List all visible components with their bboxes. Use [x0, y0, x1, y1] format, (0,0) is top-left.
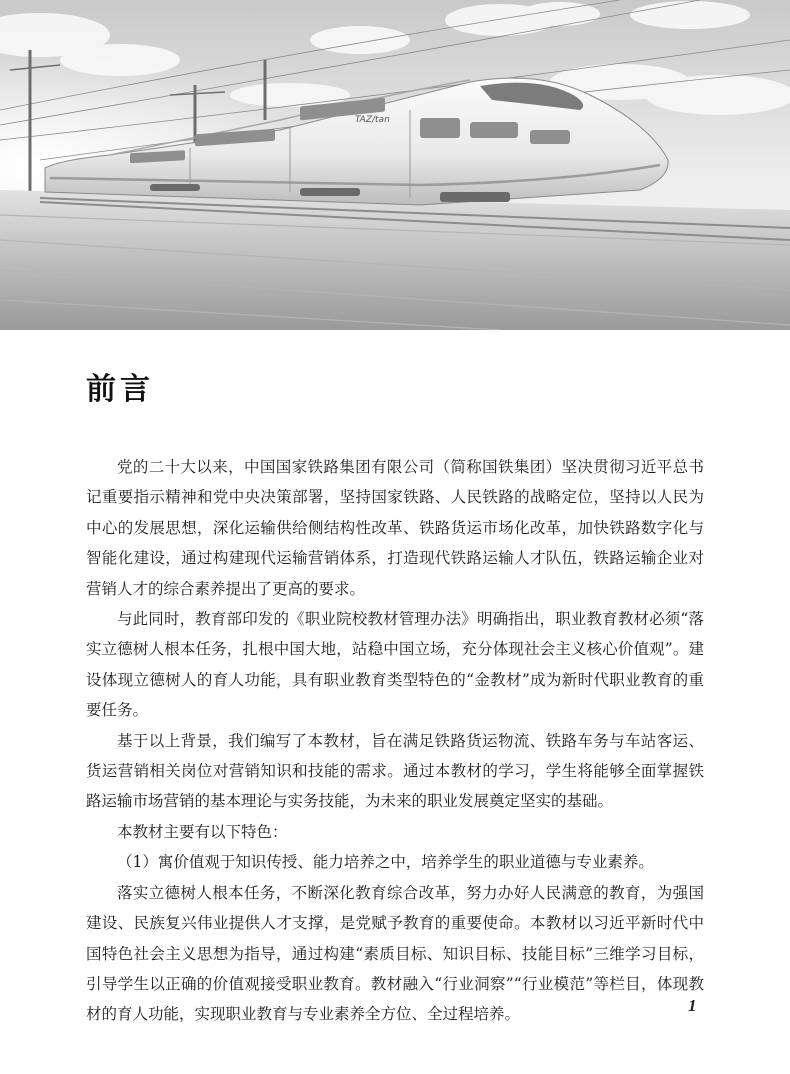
paragraph-6: 落实立德树人根本任务，不断深化教育综合改革，努力办好人民满意的教育，为强国建设、民族复兴伟业提供人才支撑，是党赋予教育的重要使命。本教材以习近平新时代中国特色社会主义思想为指导，通过构建“素质目标、知识目标、技能目标”三维学习目标，引导学生以正确的价值观接受职业教育。教材融入“行业洞察”“行业模范”等栏目，体现教材的育人功能，实现职业教育与专业素养全方位、全过程培养。 — [86, 883, 704, 1024]
page-number: 1 — [688, 996, 697, 1015]
train-livery-text: TAZ/tan — [355, 115, 390, 125]
high-speed-train-illustration — [0, 0, 790, 330]
paragraph-5: （1）寓价值观于知识传授、能力培养之中，培养学生的职业道德与专业素养。 — [117, 853, 654, 872]
header-banner-image — [0, 0, 790, 330]
paragraph-2: 与此同时，教育部印发的《职业院校教材管理办法》明确指出，职业教育教材必须“落实立德树人根本任务，扎根中国大地，站稳中国立场，充分体现社会主义核心价值观”。建设体现立德树人的育人功能，具有职业教育类型特色的“金教材”成为新时代职业教育的重要任务。 — [86, 610, 704, 720]
body-text — [86, 452, 704, 1030]
paragraph-3: 基于以上背景，我们编写了本教材，旨在满足铁路货运物流、铁路车务与车站客运、货运营销相关岗位对营销知识和技能的需求。通过本教材的学习，学生将能够全面掌握铁路运输市场营销的基本理论与实务技能，为未来的职业发展奠定坚实的基础。 — [86, 731, 704, 811]
paragraph-1: 党的二十大以来，中国国家铁路集团有限公司（简称国铁集团）坚决贯彻习近平总书记重要指示精神和党中央决策部署，坚持国家铁路、人民铁路的战略定位，坚持以人民为中心的发展思想，深化运输供给侧结构性改革、铁路货运市场化改革，加快铁路数字化与智能化建设，通过构建现代运输营销体系，打造现代铁路运输人才队伍，铁路运输企业对营销人才的综合素养提出了更高的要求。 — [86, 458, 704, 598]
paragraph-4: 本教材主要有以下特色： — [117, 822, 288, 841]
page-title: 前言 — [86, 372, 154, 407]
